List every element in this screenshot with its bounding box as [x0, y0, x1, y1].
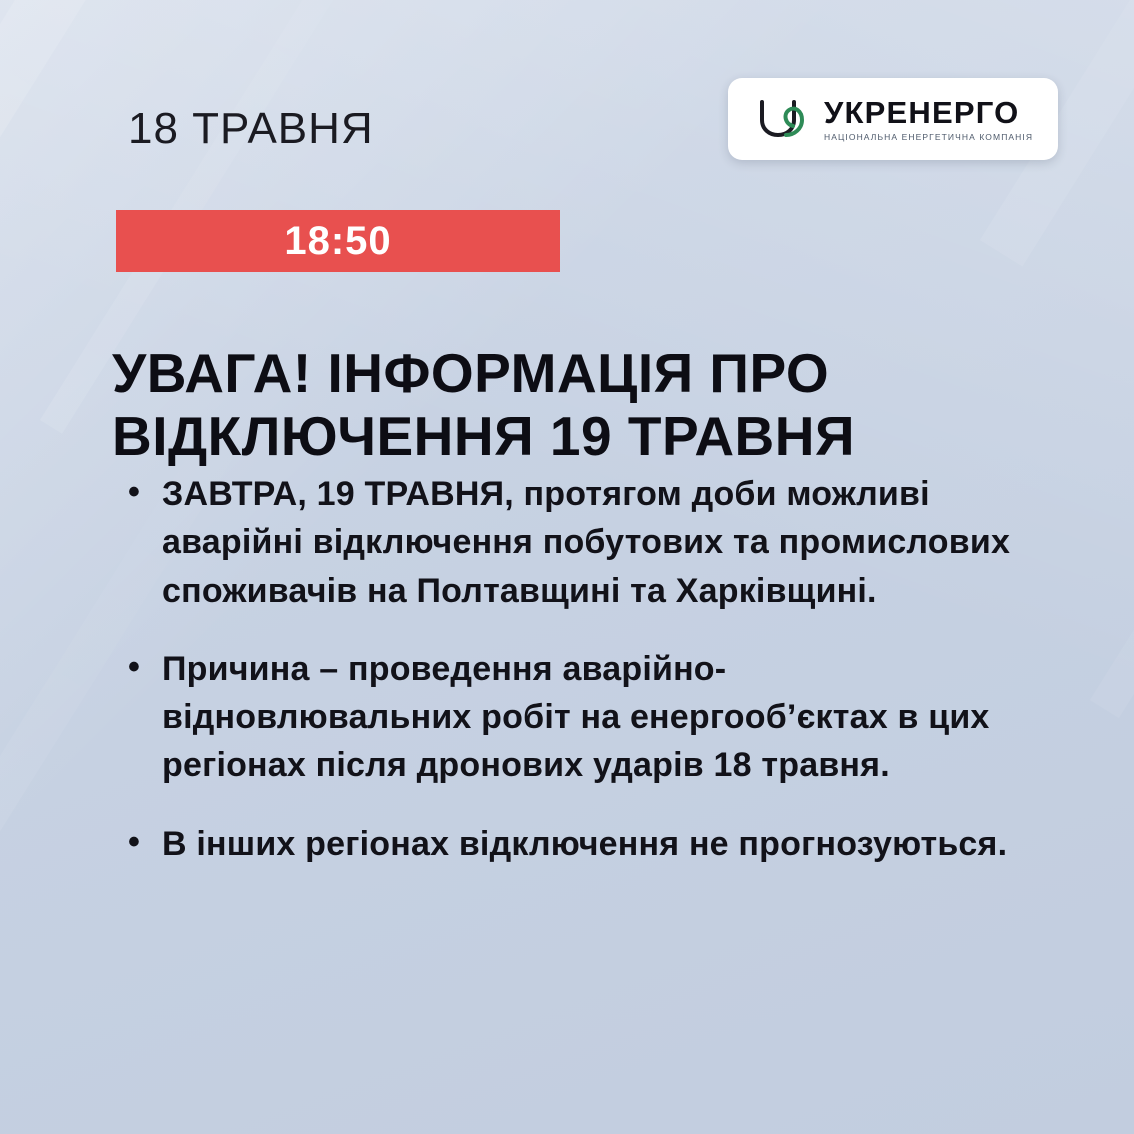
ukrenergo-logo-icon: [756, 96, 810, 142]
background-streak: [1090, 106, 1134, 718]
page-date: 18 ТРАВНЯ: [128, 104, 374, 153]
list-item: • Причина – проведення аварійно-відновлювальних робіт на енергооб’єктах в цих регіонах після дронових ударів 18 травня.: [118, 645, 1018, 790]
brand-logo-text: [824, 94, 1034, 142]
brand-logo-card: [728, 78, 1058, 160]
list-item: • В інших регіонах відключення не прогнозуються.: [118, 820, 1018, 868]
time-badge: [116, 210, 560, 272]
time-badge-value: 18:50: [284, 218, 392, 263]
bullet-list: [118, 470, 1018, 898]
page-title: УВАГА! ІНФОРМАЦІЯ ПРО ВІДКЛЮЧЕННЯ 19 ТРАВНЯ: [112, 341, 856, 468]
brand-name: УКРЕНЕРГО: [824, 94, 1020, 130]
brand-subtitle: НАЦІОНАЛЬНА ЕНЕРГЕТИЧНА КОМПАНІЯ: [824, 131, 1034, 142]
list-item: • ЗАВТРА, 19 ТРАВНЯ, протягом доби можливі аварійні відключення побутових та промислових споживачів на Полтавщині та Харківщині.: [118, 470, 1018, 615]
